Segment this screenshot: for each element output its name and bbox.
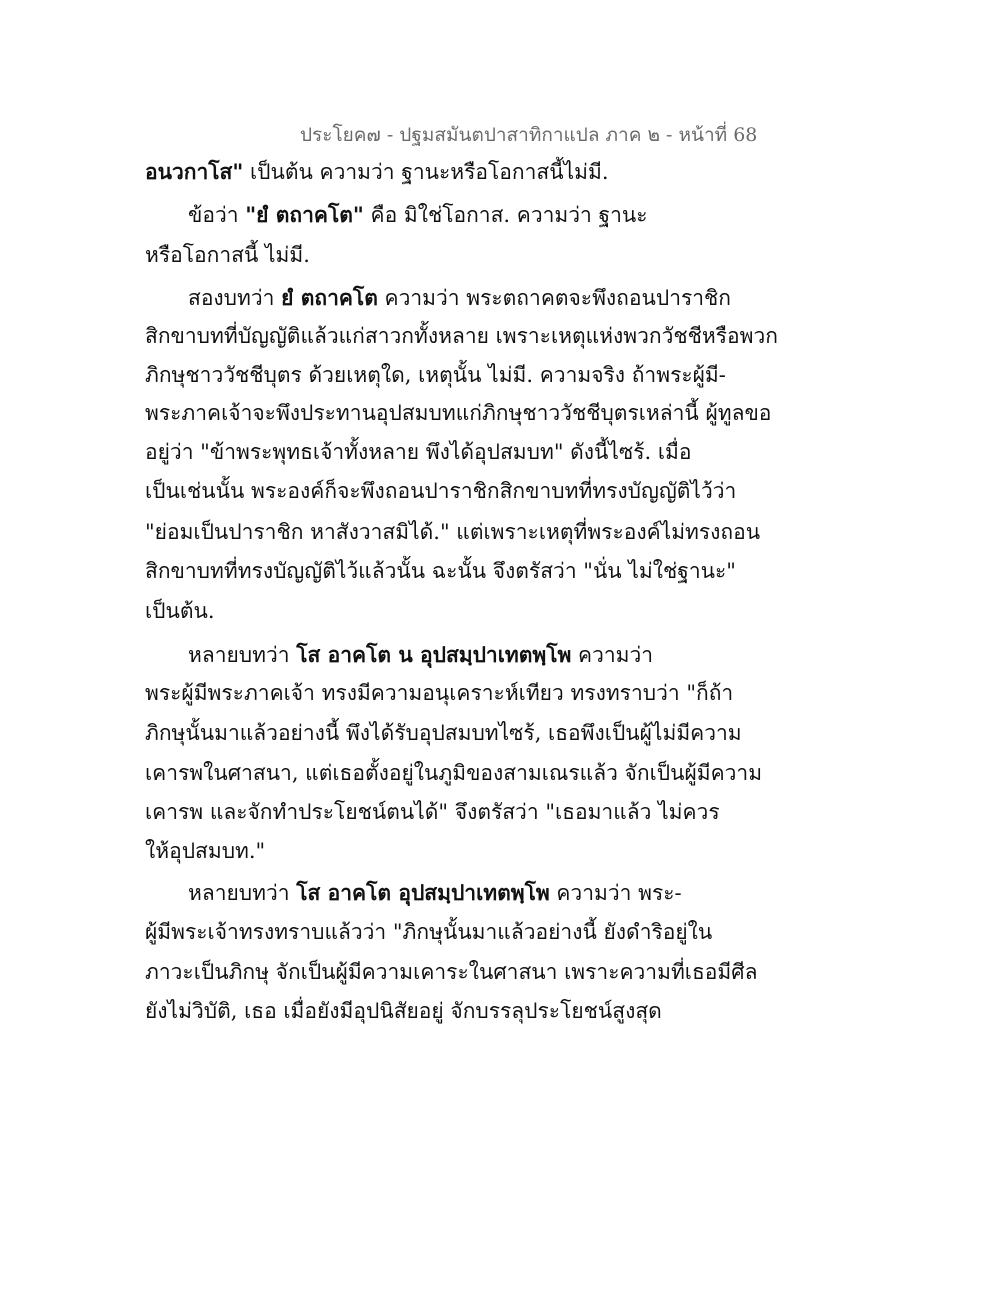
text-line: "ย่อมเป็นปาราชิก หาสังวาสมิได้." แต่เพราะเหตุที่พระองค์ไม่ทรงถอน [145, 520, 761, 544]
text-line: ภิกษุนั้นมาแล้วอย่างนี้ พึงได้รับอุปสมบทไซร้, เธอพึงเป็นผู้ไม่มีความ [145, 721, 742, 745]
text-line: สิกขาบทที่บัญญัติแล้วแก่สาวกทั้งหลาย เพราะเหตุแห่งพวกวัชชีหรือพวก [145, 324, 778, 348]
text-line: ภิกษุชาววัชชีบุตร ด้วยเหตุใด, เหตุนั้น ไม่มี. ความจริง ถ้าพระผู้มี- [145, 363, 726, 387]
text-line: เคารพในศาสนา, แต่เธอตั้งอยู่ในภูมิของสามเณรแล้ว จักเป็นผู้มีความ [145, 761, 763, 785]
line-text: หลายบทว่า [188, 881, 297, 905]
text-line: พระภาคเจ้าจะพึงประทานอุปสมบทแก่ภิกษุชาววัชชีบุตรเหล่านี้ ผู้ทูลขอ [145, 401, 772, 425]
text-line [188, 200, 648, 230]
bold-term: "ยํ ตถาคโต" [245, 202, 364, 227]
line-text: คือ มิใช่โอกาส. ความว่า ฐานะ [363, 203, 648, 227]
text-line [188, 640, 653, 670]
line-text: ความว่า [571, 643, 654, 667]
text-line: หรือโอกาสนี้ ไม่มี. [145, 243, 310, 267]
line-text: เป็นต้น ความว่า ฐานะหรือโอกาสนี้ไม่มี. [243, 160, 609, 184]
bold-term: โส อาคโต อุปสมฺปาเทตพฺโพ [296, 880, 550, 905]
text-line: อยู่ว่า "ข้าพระพุทธเจ้าทั้งหลาย พึงได้อุปสมบท" ดังนี้ไซร้. เมื่อ [145, 440, 692, 464]
text-line: สิกขาบทที่ทรงบัญญัติไว้แล้วนั้น ฉะนั้น จึงตรัสว่า "นั่น ไม่ใช่ฐานะ" [145, 559, 736, 583]
text-line: ภาวะเป็นภิกษุ จักเป็นผู้มีความเคาระในศาสนา เพราะความที่เธอมีศีล [145, 960, 758, 984]
text-line [188, 878, 682, 908]
line-text: ข้อว่า [188, 203, 246, 227]
bold-term: อนวกาโส" [145, 159, 244, 184]
text-line [145, 157, 609, 187]
line-text: ความว่า พระตถาคตจะพึงถอนปาราชิก [377, 286, 732, 310]
bold-term: ยํ ตถาคโต [281, 285, 378, 310]
text-line: ผู้มีพระเจ้าทรงทราบแล้วว่า "ภิกษุนั้นมาแล้วอย่างนี้ ยังดำริอยู่ใน [145, 920, 713, 944]
line-text: หลายบทว่า [188, 643, 297, 667]
text-line: พระผู้มีพระภาคเจ้า ทรงมีความอนุเคราะห์เทียว ทรงทราบว่า "ก็ถ้า [145, 681, 734, 705]
running-header: ประโยค๗ - ปฐมสมันตปาสาทิกาแปล ภาค ๒ - หน้าที่ 68 [300, 124, 758, 146]
text-line: เคารพ และจักทำประโยชน์ตนได้" จึงตรัสว่า "เธอมาแล้ว ไม่ควร [145, 800, 720, 824]
text-line: ให้อุปสมบท." [145, 839, 266, 863]
text-line: ยังไม่วิบัติ, เธอ เมื่อยังมีอุปนิสัยอยู่ จักบรรลุประโยชน์สูงสุด [145, 999, 662, 1023]
line-text: ความว่า พระ- [549, 881, 682, 905]
text-line [188, 283, 731, 313]
text-line: เป็นต้น. [145, 599, 215, 623]
text-line: เป็นเช่นนั้น พระองค์ก็จะพึงถอนปาราชิกสิกขาบทที่ทรงบัญญัติไว้ว่า [145, 479, 737, 503]
line-text: สองบทว่า [188, 286, 282, 310]
bold-term: โส อาคโต น อุปสมฺปาเทตพฺโพ [296, 642, 572, 667]
